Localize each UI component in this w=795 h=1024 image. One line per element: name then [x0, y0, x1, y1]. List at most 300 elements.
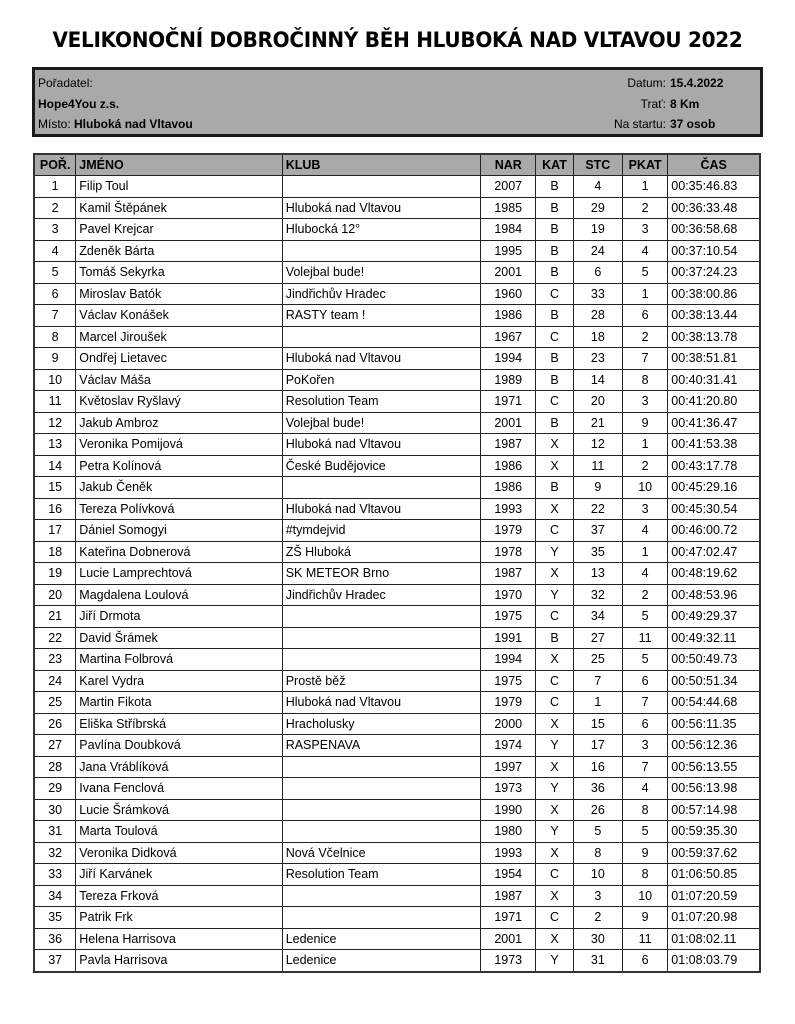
header-club: KLUB: [282, 154, 480, 176]
cell-category: B: [536, 627, 573, 649]
cell-time: 00:36:33.48: [668, 197, 760, 219]
cell-time: 00:56:12.36: [668, 735, 760, 757]
cell-time: 00:46:00.72: [668, 520, 760, 542]
cell-category-position: 1: [623, 283, 668, 305]
cell-club: Hluboká nad Vltavou: [282, 197, 480, 219]
header-time: ČAS: [668, 154, 760, 176]
cell-position: 28: [34, 756, 76, 778]
cell-time: 00:38:13.44: [668, 305, 760, 327]
cell-category-position: 6: [623, 305, 668, 327]
cell-name: Jiří Drmota: [76, 606, 282, 628]
cell-time: 00:47:02.47: [668, 541, 760, 563]
place-label: Místo:: [38, 117, 71, 131]
header-category-position: PKAT: [623, 154, 668, 176]
cell-club: Hlubocká 12°: [282, 219, 480, 241]
table-row: [34, 326, 760, 348]
cell-name: Kateřina Dobnerová: [76, 541, 282, 563]
cell-time: 00:41:53.38: [668, 434, 760, 456]
cell-birth-year: 2001: [481, 262, 536, 284]
cell-name: Pavel Krejcar: [76, 219, 282, 241]
cell-position: 7: [34, 305, 76, 327]
table-row: [34, 606, 760, 628]
cell-category-position: 10: [623, 477, 668, 499]
cell-position: 4: [34, 240, 76, 262]
cell-category: C: [536, 907, 573, 929]
info-row-organizer-name: [35, 94, 760, 114]
cell-club: [282, 326, 480, 348]
cell-name: Květoslav Ryšlavý: [76, 391, 282, 413]
table-row: [34, 455, 760, 477]
cell-position: 15: [34, 477, 76, 499]
cell-start-number: 30: [573, 928, 622, 950]
cell-name: Miroslav Batók: [76, 283, 282, 305]
table-row: [34, 778, 760, 800]
cell-name: Pavla Harrisova: [76, 950, 282, 972]
cell-birth-year: 1990: [481, 799, 536, 821]
cell-birth-year: 1979: [481, 520, 536, 542]
cell-birth-year: 2001: [481, 928, 536, 950]
cell-club: [282, 821, 480, 843]
cell-birth-year: 1975: [481, 670, 536, 692]
cell-birth-year: 1986: [481, 455, 536, 477]
cell-club: [282, 907, 480, 929]
cell-club: Hracholusky: [282, 713, 480, 735]
cell-time: 00:56:11.35: [668, 713, 760, 735]
cell-start-number: 25: [573, 649, 622, 671]
start-count-value: 37 osob: [670, 117, 716, 131]
cell-position: 22: [34, 627, 76, 649]
cell-birth-year: 1987: [481, 885, 536, 907]
cell-start-number: 32: [573, 584, 622, 606]
cell-category-position: 6: [623, 713, 668, 735]
table-header-row: [34, 154, 760, 176]
cell-position: 20: [34, 584, 76, 606]
cell-start-number: 11: [573, 455, 622, 477]
cell-birth-year: 2007: [481, 176, 536, 198]
cell-category: B: [536, 176, 573, 198]
table-row: [34, 219, 760, 241]
event-info-box: [32, 67, 763, 137]
cell-category-position: 9: [623, 412, 668, 434]
cell-start-number: 19: [573, 219, 622, 241]
cell-category-position: 3: [623, 498, 668, 520]
table-row: [34, 412, 760, 434]
cell-category-position: 4: [623, 240, 668, 262]
cell-birth-year: 1987: [481, 434, 536, 456]
organizer-value: Hope4You z.s.: [38, 97, 120, 111]
cell-name: Jiří Karvánek: [76, 864, 282, 886]
cell-category-position: 8: [623, 369, 668, 391]
cell-start-number: 18: [573, 326, 622, 348]
cell-category-position: 2: [623, 584, 668, 606]
cell-time: 00:43:17.78: [668, 455, 760, 477]
cell-category: X: [536, 713, 573, 735]
cell-club: [282, 627, 480, 649]
cell-time: 00:45:29.16: [668, 477, 760, 499]
cell-category: B: [536, 412, 573, 434]
cell-time: 00:37:24.23: [668, 262, 760, 284]
cell-position: 34: [34, 885, 76, 907]
cell-club: Hluboká nad Vltavou: [282, 434, 480, 456]
cell-name: Petra Kolínová: [76, 455, 282, 477]
cell-category: X: [536, 649, 573, 671]
info-row-organizer: [35, 73, 760, 93]
cell-name: Zdeněk Bárta: [76, 240, 282, 262]
cell-name: Tereza Frková: [76, 885, 282, 907]
cell-category: C: [536, 391, 573, 413]
cell-time: 00:41:20.80: [668, 391, 760, 413]
cell-category: C: [536, 283, 573, 305]
cell-time: 00:56:13.55: [668, 756, 760, 778]
cell-name: Martin Fikota: [76, 692, 282, 714]
cell-position: 11: [34, 391, 76, 413]
place-value: Hluboká nad Vltavou: [74, 117, 193, 131]
cell-club: Volejbal bude!: [282, 262, 480, 284]
table-row: [34, 197, 760, 219]
cell-category: C: [536, 692, 573, 714]
cell-name: Ivana Fenclová: [76, 778, 282, 800]
cell-category-position: 8: [623, 864, 668, 886]
cell-category: Y: [536, 735, 573, 757]
cell-category: B: [536, 262, 573, 284]
table-row: [34, 283, 760, 305]
table-row: [34, 842, 760, 864]
cell-start-number: 28: [573, 305, 622, 327]
cell-category-position: 1: [623, 541, 668, 563]
table-row: [34, 799, 760, 821]
cell-name: Martina Folbrová: [76, 649, 282, 671]
cell-position: 26: [34, 713, 76, 735]
cell-position: 25: [34, 692, 76, 714]
cell-category: Y: [536, 541, 573, 563]
cell-name: Filip Toul: [76, 176, 282, 198]
table-row: [34, 369, 760, 391]
cell-start-number: 14: [573, 369, 622, 391]
cell-start-number: 9: [573, 477, 622, 499]
cell-name: Marcel Jiroušek: [76, 326, 282, 348]
cell-start-number: 31: [573, 950, 622, 972]
cell-club: Jindřichův Hradec: [282, 283, 480, 305]
cell-name: Tomáš Sekyrka: [76, 262, 282, 284]
cell-position: 14: [34, 455, 76, 477]
cell-name: Veronika Didková: [76, 842, 282, 864]
cell-position: 24: [34, 670, 76, 692]
cell-position: 3: [34, 219, 76, 241]
table-row: [34, 262, 760, 284]
header-position: POŘ.: [34, 154, 76, 176]
date-field: [627, 73, 730, 93]
cell-category-position: 1: [623, 176, 668, 198]
cell-name: Magdalena Loulová: [76, 584, 282, 606]
cell-start-number: 1: [573, 692, 622, 714]
cell-time: 00:48:53.96: [668, 584, 760, 606]
cell-time: 00:48:19.62: [668, 563, 760, 585]
cell-club: [282, 778, 480, 800]
cell-start-number: 5: [573, 821, 622, 843]
cell-start-number: 4: [573, 176, 622, 198]
cell-birth-year: 1984: [481, 219, 536, 241]
cell-time: 00:59:37.62: [668, 842, 760, 864]
cell-start-number: 15: [573, 713, 622, 735]
organizer-label: Pořadatel:: [38, 76, 93, 90]
cell-club: Nová Včelnice: [282, 842, 480, 864]
cell-position: 21: [34, 606, 76, 628]
cell-time: 01:08:02.11: [668, 928, 760, 950]
cell-category: C: [536, 520, 573, 542]
cell-category-position: 11: [623, 928, 668, 950]
cell-club: [282, 885, 480, 907]
cell-start-number: 3: [573, 885, 622, 907]
cell-name: Eliška Stříbrská: [76, 713, 282, 735]
cell-position: 16: [34, 498, 76, 520]
cell-position: 17: [34, 520, 76, 542]
cell-category-position: 1: [623, 434, 668, 456]
cell-position: 35: [34, 907, 76, 929]
cell-club: Jindřichův Hradec: [282, 584, 480, 606]
cell-club: [282, 649, 480, 671]
cell-name: Lucie Lamprechtová: [76, 563, 282, 585]
cell-start-number: 8: [573, 842, 622, 864]
cell-time: 00:35:46.83: [668, 176, 760, 198]
track-value: 8 Km: [670, 97, 700, 111]
cell-time: 00:56:13.98: [668, 778, 760, 800]
cell-category: X: [536, 842, 573, 864]
cell-time: 01:06:50.85: [668, 864, 760, 886]
cell-category-position: 3: [623, 219, 668, 241]
cell-start-number: 6: [573, 262, 622, 284]
cell-category: Y: [536, 778, 573, 800]
cell-category-position: 4: [623, 778, 668, 800]
results-table-body: [34, 176, 760, 972]
cell-position: 2: [34, 197, 76, 219]
cell-club: RASPENAVA: [282, 735, 480, 757]
header-start-number: STC: [573, 154, 622, 176]
date-label: Datum:: [627, 76, 666, 90]
cell-category: B: [536, 477, 573, 499]
cell-name: Václav Máša: [76, 369, 282, 391]
track-field: [641, 94, 730, 114]
cell-club: Volejbal bude!: [282, 412, 480, 434]
cell-category-position: 9: [623, 907, 668, 929]
table-row: [34, 649, 760, 671]
cell-category: X: [536, 799, 573, 821]
cell-category: C: [536, 670, 573, 692]
table-row: [34, 627, 760, 649]
table-row: [34, 391, 760, 413]
cell-category-position: 7: [623, 348, 668, 370]
cell-position: 6: [34, 283, 76, 305]
cell-category: C: [536, 606, 573, 628]
cell-time: 01:08:03.79: [668, 950, 760, 972]
cell-time: 00:57:14.98: [668, 799, 760, 821]
cell-birth-year: 1973: [481, 950, 536, 972]
cell-category: C: [536, 326, 573, 348]
cell-category-position: 11: [623, 627, 668, 649]
cell-birth-year: 1967: [481, 326, 536, 348]
table-row: [34, 541, 760, 563]
table-row: [34, 434, 760, 456]
cell-start-number: 20: [573, 391, 622, 413]
cell-position: 10: [34, 369, 76, 391]
table-row: [34, 713, 760, 735]
cell-club: [282, 477, 480, 499]
cell-club: Resolution Team: [282, 391, 480, 413]
cell-club: [282, 176, 480, 198]
start-count-field: [614, 114, 730, 134]
table-row: [34, 477, 760, 499]
cell-club: [282, 756, 480, 778]
cell-position: 9: [34, 348, 76, 370]
cell-start-number: 17: [573, 735, 622, 757]
cell-club: PoKořen: [282, 369, 480, 391]
cell-birth-year: 1994: [481, 649, 536, 671]
cell-birth-year: 1960: [481, 283, 536, 305]
cell-name: Veronika Pomijová: [76, 434, 282, 456]
cell-birth-year: 2000: [481, 713, 536, 735]
table-row: [34, 692, 760, 714]
header-name: JMÉNO: [76, 154, 282, 176]
cell-start-number: 29: [573, 197, 622, 219]
cell-name: Karel Vydra: [76, 670, 282, 692]
cell-club: Hluboká nad Vltavou: [282, 692, 480, 714]
cell-position: 37: [34, 950, 76, 972]
cell-category: B: [536, 305, 573, 327]
cell-time: 00:50:49.73: [668, 649, 760, 671]
header-birth-year: NAR: [481, 154, 536, 176]
table-row: [34, 670, 760, 692]
cell-birth-year: 1970: [481, 584, 536, 606]
cell-club: Resolution Team: [282, 864, 480, 886]
cell-name: Helena Harrisova: [76, 928, 282, 950]
cell-category: X: [536, 928, 573, 950]
cell-position: 19: [34, 563, 76, 585]
cell-category: Y: [536, 821, 573, 843]
cell-birth-year: 1997: [481, 756, 536, 778]
table-row: [34, 821, 760, 843]
cell-position: 33: [34, 864, 76, 886]
cell-start-number: 12: [573, 434, 622, 456]
cell-position: 1: [34, 176, 76, 198]
cell-birth-year: 1991: [481, 627, 536, 649]
cell-start-number: 16: [573, 756, 622, 778]
cell-category: C: [536, 864, 573, 886]
cell-category: B: [536, 369, 573, 391]
cell-club: Hluboká nad Vltavou: [282, 348, 480, 370]
cell-time: 00:40:31.41: [668, 369, 760, 391]
cell-position: 32: [34, 842, 76, 864]
cell-start-number: 36: [573, 778, 622, 800]
date-value: 15.4.2022: [670, 76, 724, 90]
cell-time: 00:37:10.54: [668, 240, 760, 262]
cell-position: 36: [34, 928, 76, 950]
cell-time: 00:38:13.78: [668, 326, 760, 348]
cell-name: Ondřej Lietavec: [76, 348, 282, 370]
table-row: [34, 950, 760, 972]
cell-category-position: 2: [623, 326, 668, 348]
cell-club: [282, 799, 480, 821]
table-row: [34, 885, 760, 907]
table-row: [34, 928, 760, 950]
cell-category: X: [536, 885, 573, 907]
cell-time: 00:38:00.86: [668, 283, 760, 305]
cell-start-number: 27: [573, 627, 622, 649]
track-label: Trať:: [640, 97, 666, 111]
place-field: [38, 114, 193, 134]
cell-time: 00:49:32.11: [668, 627, 760, 649]
cell-birth-year: 1973: [481, 778, 536, 800]
cell-start-number: 26: [573, 799, 622, 821]
table-row: [34, 176, 760, 198]
cell-birth-year: 2001: [481, 412, 536, 434]
cell-club: [282, 606, 480, 628]
cell-birth-year: 1978: [481, 541, 536, 563]
cell-birth-year: 1979: [481, 692, 536, 714]
cell-category-position: 4: [623, 563, 668, 585]
cell-birth-year: 1954: [481, 864, 536, 886]
cell-name: Jakub Ambroz: [76, 412, 282, 434]
cell-category-position: 7: [623, 756, 668, 778]
cell-club: Ledenice: [282, 928, 480, 950]
cell-start-number: 23: [573, 348, 622, 370]
cell-category: X: [536, 434, 573, 456]
cell-birth-year: 1994: [481, 348, 536, 370]
table-row: [34, 563, 760, 585]
cell-time: 00:59:35.30: [668, 821, 760, 843]
table-row: [34, 348, 760, 370]
table-row: [34, 305, 760, 327]
cell-club: Prostě běž: [282, 670, 480, 692]
cell-position: 23: [34, 649, 76, 671]
cell-birth-year: 1986: [481, 477, 536, 499]
cell-time: 01:07:20.98: [668, 907, 760, 929]
cell-club: RASTY team !: [282, 305, 480, 327]
cell-category-position: 7: [623, 692, 668, 714]
cell-start-number: 33: [573, 283, 622, 305]
cell-start-number: 10: [573, 864, 622, 886]
table-row: [34, 907, 760, 929]
cell-club: České Budějovice: [282, 455, 480, 477]
cell-category: Y: [536, 584, 573, 606]
cell-name: Pavlína Doubková: [76, 735, 282, 757]
cell-start-number: 7: [573, 670, 622, 692]
cell-category-position: 5: [623, 262, 668, 284]
cell-position: 13: [34, 434, 76, 456]
cell-start-number: 22: [573, 498, 622, 520]
cell-category-position: 5: [623, 606, 668, 628]
cell-category-position: 10: [623, 885, 668, 907]
cell-start-number: 2: [573, 907, 622, 929]
cell-name: Jana Vráblíková: [76, 756, 282, 778]
cell-category-position: 6: [623, 950, 668, 972]
cell-birth-year: 1987: [481, 563, 536, 585]
cell-category: B: [536, 240, 573, 262]
results-table: [33, 153, 761, 973]
cell-category-position: 3: [623, 391, 668, 413]
cell-category-position: 5: [623, 821, 668, 843]
cell-category-position: 5: [623, 649, 668, 671]
cell-category-position: 8: [623, 799, 668, 821]
cell-start-number: 13: [573, 563, 622, 585]
cell-category: Y: [536, 950, 573, 972]
info-row-place: [35, 114, 760, 134]
cell-time: 00:45:30.54: [668, 498, 760, 520]
cell-time: 00:50:51.34: [668, 670, 760, 692]
cell-club: ZŠ Hluboká: [282, 541, 480, 563]
cell-category-position: 6: [623, 670, 668, 692]
cell-time: 00:41:36.47: [668, 412, 760, 434]
cell-position: 29: [34, 778, 76, 800]
start-count-label: Na startu:: [613, 117, 666, 131]
